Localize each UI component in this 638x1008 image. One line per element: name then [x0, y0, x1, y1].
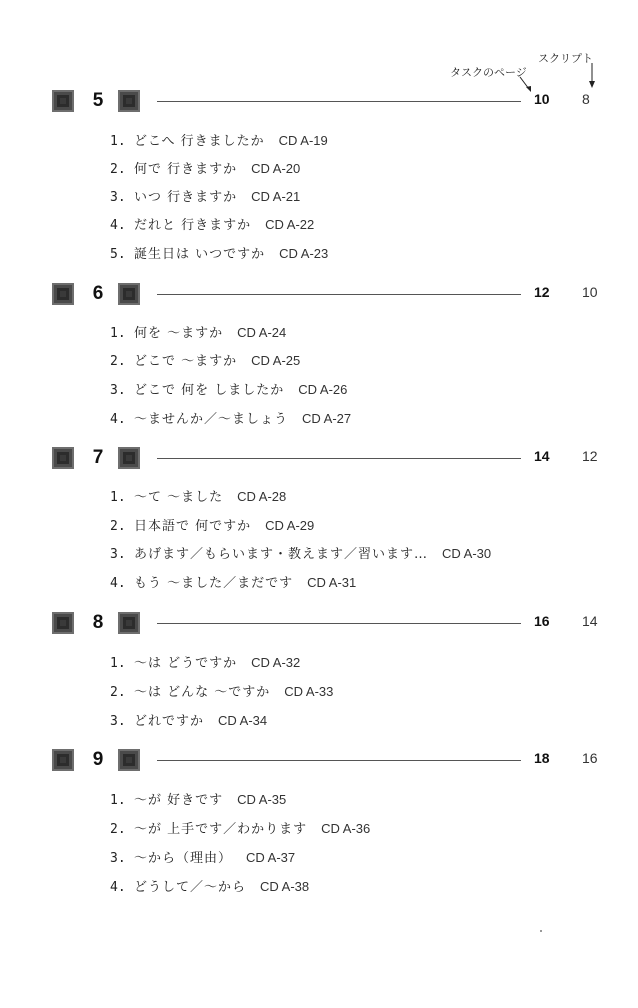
divider-line — [157, 458, 521, 459]
item-number: 2. — [110, 519, 126, 534]
cd-track: CD A-22 — [265, 217, 315, 232]
cd-track: CD A-21 — [251, 189, 301, 204]
item-number: 3. — [110, 714, 126, 729]
cd-track: CD A-26 — [298, 382, 348, 397]
cd-track: CD A-37 — [246, 850, 296, 865]
item-number: 1. — [110, 490, 126, 505]
item-number: 3. — [110, 190, 126, 205]
cd-track: CD A-30 — [442, 546, 492, 561]
item-title: ～が 好きです — [134, 793, 224, 808]
list-item — [110, 408, 351, 428]
item-number: 2. — [110, 822, 126, 837]
item-title: 日本語で 何ですか — [134, 519, 252, 534]
item-title: いつ 行きますか — [134, 190, 238, 205]
item-title: ～は どんな ～ですか — [134, 685, 271, 700]
lesson-prefix-kanji — [52, 612, 74, 634]
list-item — [110, 379, 347, 399]
list-item — [110, 486, 286, 506]
list-item — [110, 130, 328, 150]
item-title: どこへ 行きましたか — [134, 134, 265, 149]
lesson-number: 6 — [92, 283, 104, 304]
lesson-number: 5 — [92, 90, 104, 111]
item-title: どうして／～から — [134, 880, 247, 895]
list-item — [110, 818, 370, 838]
task-page-number: 14 — [534, 448, 550, 464]
item-title: 何で 行きますか — [134, 162, 238, 177]
script-column-label: スクリプト — [538, 52, 593, 65]
item-title: ～は どうですか — [134, 656, 238, 671]
item-number: 2. — [110, 685, 126, 700]
item-title: どこで 何を しましたか — [134, 383, 285, 398]
item-title: ～て ～ました — [134, 490, 224, 505]
list-item — [110, 322, 286, 342]
divider-line — [157, 101, 521, 102]
page-speck — [540, 930, 542, 932]
list-item — [110, 876, 309, 896]
divider-line — [157, 623, 521, 624]
item-number: 4. — [110, 576, 126, 591]
cd-track: CD A-19 — [278, 133, 328, 148]
lesson-number: 7 — [92, 447, 104, 468]
item-number: 2. — [110, 162, 126, 177]
item-number: 5. — [110, 247, 126, 262]
list-item — [110, 789, 286, 809]
lesson-heading — [0, 749, 638, 775]
item-number: 4. — [110, 880, 126, 895]
item-number: 1. — [110, 326, 126, 341]
list-item — [110, 572, 356, 592]
lesson-number: 9 — [92, 749, 104, 770]
script-page-number: 8 — [582, 91, 590, 107]
item-title: もう ～ました／まだです — [134, 576, 294, 591]
cd-track: CD A-34 — [218, 713, 268, 728]
script-page-number: 16 — [582, 750, 598, 766]
task-page-number: 18 — [534, 750, 550, 766]
item-title: どれですか — [134, 714, 205, 729]
cd-track: CD A-29 — [265, 518, 315, 533]
cd-track: CD A-36 — [321, 821, 371, 836]
divider-line — [157, 760, 521, 761]
item-title: ～から（理由） — [134, 851, 233, 866]
lesson-prefix-kanji — [52, 283, 74, 305]
script-page-number: 14 — [582, 613, 598, 629]
item-title: 誕生日は いつですか — [134, 247, 266, 262]
item-title: どこで ～ますか — [134, 354, 238, 369]
list-item — [110, 158, 300, 178]
lesson-prefix-kanji — [52, 447, 74, 469]
task-page-number: 10 — [534, 91, 550, 107]
list-item — [110, 652, 300, 672]
item-title: 何を ～ますか — [134, 326, 224, 341]
lesson-suffix-kanji — [118, 612, 140, 634]
cd-track: CD A-24 — [237, 325, 287, 340]
list-item — [110, 681, 333, 701]
task-page-column-label: タスクのページ — [450, 66, 527, 79]
cd-track: CD A-32 — [251, 655, 301, 670]
cd-track: CD A-23 — [279, 246, 329, 261]
item-title: ～が 上手です／わかります — [134, 822, 308, 837]
cd-track: CD A-28 — [237, 489, 287, 504]
divider-line — [157, 294, 521, 295]
item-title: あげます／もらいます・教えます／習います… — [134, 547, 429, 562]
cd-track: CD A-33 — [284, 684, 334, 699]
cd-track: CD A-38 — [260, 879, 310, 894]
item-number: 1. — [110, 793, 126, 808]
item-number: 2. — [110, 354, 126, 369]
script-page-number: 10 — [582, 284, 598, 300]
lesson-heading — [0, 447, 638, 473]
task-page-number: 16 — [534, 613, 550, 629]
item-number: 3. — [110, 383, 126, 398]
lesson-number: 8 — [92, 612, 104, 633]
lesson-prefix-kanji — [52, 749, 74, 771]
lesson-suffix-kanji — [118, 283, 140, 305]
list-item — [110, 847, 295, 867]
lesson-suffix-kanji — [118, 749, 140, 771]
item-title: ～ませんか／～ましょう — [134, 412, 289, 427]
lesson-heading — [0, 283, 638, 309]
lesson-suffix-kanji — [118, 90, 140, 112]
list-item — [110, 214, 314, 234]
cd-track: CD A-31 — [307, 575, 357, 590]
item-number: 4. — [110, 218, 126, 233]
list-item — [110, 186, 300, 206]
cd-track: CD A-20 — [251, 161, 301, 176]
lesson-heading — [0, 90, 638, 116]
cd-track: CD A-27 — [302, 411, 352, 426]
item-number: 1. — [110, 656, 126, 671]
item-number: 3. — [110, 547, 126, 562]
list-item — [110, 543, 491, 563]
item-number: 3. — [110, 851, 126, 866]
cd-track: CD A-25 — [251, 353, 301, 368]
arrow-down-icon — [587, 62, 597, 88]
lesson-suffix-kanji — [118, 447, 140, 469]
list-item — [110, 515, 314, 535]
item-number: 1. — [110, 134, 126, 149]
cd-track: CD A-35 — [237, 792, 287, 807]
item-number: 4. — [110, 412, 126, 427]
list-item — [110, 243, 328, 263]
item-title: だれと 行きますか — [134, 218, 252, 233]
script-page-number: 12 — [582, 448, 598, 464]
lesson-prefix-kanji — [52, 90, 74, 112]
list-item — [110, 710, 267, 730]
list-item — [110, 350, 300, 370]
lesson-heading — [0, 612, 638, 638]
task-page-number: 12 — [534, 284, 550, 300]
